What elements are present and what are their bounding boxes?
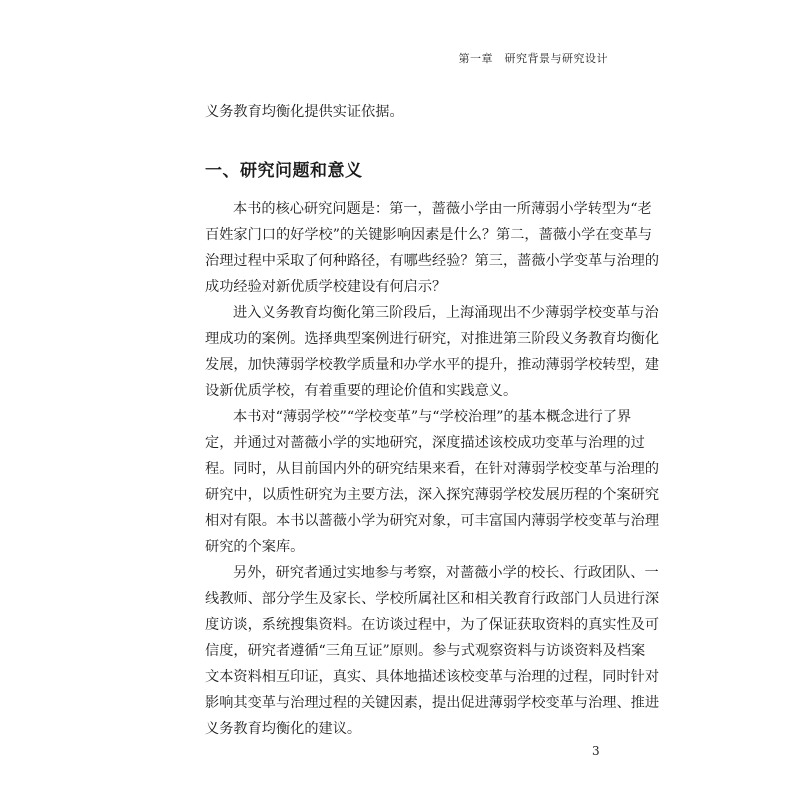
paragraph-line: 本书对“薄弱学校”“学校变革”与“学校治理”的基本概念进行了界	[233, 409, 632, 425]
carry-over-line: 义务教育均衡化提供实证依据。	[205, 104, 404, 120]
paragraph-line: 信度，研究者遵循“三角互证”原则。参与式观察资料与访谈资料及档案	[205, 643, 646, 659]
paragraph-line: 进入义务教育均衡化第三阶段后，上海涌现出不少薄弱学校变革与治	[233, 305, 659, 321]
page-number: 3	[592, 744, 600, 758]
paragraph-line: 治理过程中采取了何种路径，有哪些经验？第三，蔷薇小学变革与治理的	[205, 253, 660, 269]
paragraph-line: 研究中，以质性研究为主要方法，深入探究薄弱学校发展历程的个案研究	[205, 487, 660, 503]
paragraph-1	[205, 196, 660, 300]
paragraph-line: 发展，加快薄弱学校教学质量和办学水平的提升，推动薄弱学校转型，建	[205, 357, 660, 373]
running-header: 第一章 研究背景与研究设计	[458, 52, 608, 65]
paragraph-2	[205, 300, 660, 404]
paragraph-line: 义务教育均衡化的建议。	[205, 721, 362, 737]
paragraph-4	[205, 560, 660, 742]
paragraph-3	[205, 404, 660, 560]
paragraph-line: 相对有限。本书以蔷薇小学为研究对象，可丰富国内薄弱学校变革与治理	[205, 513, 660, 529]
paragraph-line: 本书的核心研究问题是：第一，蔷薇小学由一所薄弱小学转型为“老	[233, 201, 652, 217]
section-heading: 一、研究问题和意义	[205, 161, 363, 181]
paragraph-line: 另外，研究者通过实地参与考察，对蔷薇小学的校长、行政团队、一	[233, 565, 659, 581]
paragraph-line: 文本资料相互印证，真实、具体地描述该校变革与治理的过程，同时针对	[205, 669, 660, 685]
paragraph-line: 程。同时，从目前国内外的研究结果来看，在针对薄弱学校变革与治理的	[205, 461, 660, 477]
paragraph-line: 线教师、部分学生及家长、学校所属社区和相关教育行政部门人员进行深	[205, 591, 660, 607]
paragraph-line: 定，并通过对蔷薇小学的实地研究，深度描述该校成功变革与治理的过	[205, 435, 645, 451]
paragraph-line: 设新优质学校，有着重要的理论价值和实践意义。	[205, 383, 518, 399]
paragraph-line: 理成功的案例。选择典型案例进行研究，对推进第三阶段义务教育均衡化	[205, 331, 660, 347]
paragraph-line: 影响其变革与治理过程的关键因素，提出促进薄弱学校变革与治理、推进	[205, 695, 660, 711]
paragraph-line: 研究的个案库。	[205, 539, 305, 555]
page-body	[205, 98, 660, 742]
paragraph-line: 度访谈，系统搜集资料。在访谈过程中，为了保证获取资料的真实性及可	[205, 617, 660, 633]
paragraph-line: 成功经验对新优质学校建设有何启示？	[205, 279, 447, 295]
paragraph-line: 百姓家门口的好学校”的关键影响因素是什么？第二，蔷薇小学在变革与	[205, 227, 653, 243]
